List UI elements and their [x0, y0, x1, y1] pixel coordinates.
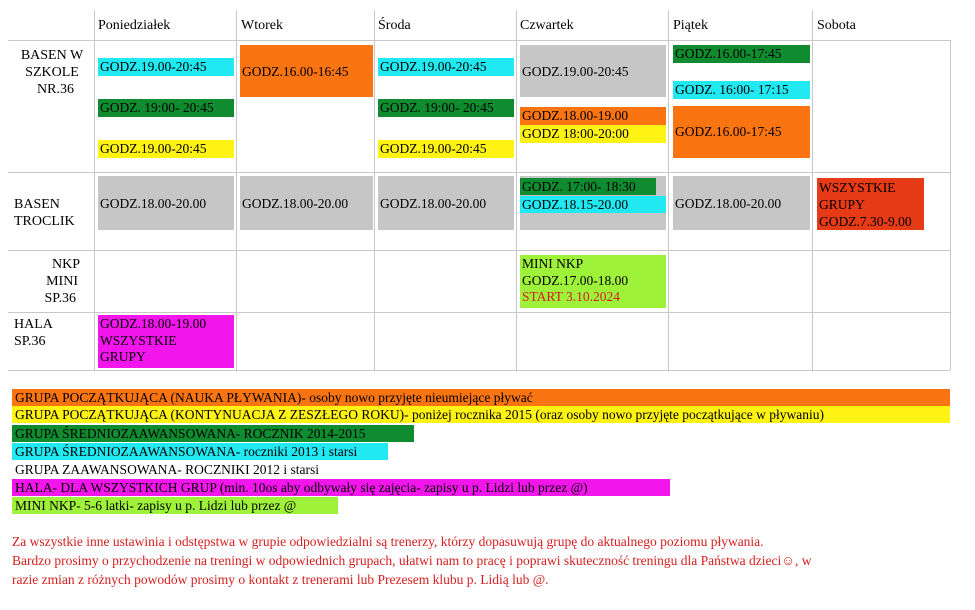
row-label-line: TROCLIK	[14, 214, 75, 229]
schedule-slot-label: GODZ.16.00-17:45	[675, 124, 782, 139]
schedule-slot-label: GODZ.18.00-20.00	[380, 196, 487, 211]
grid-line	[8, 370, 950, 371]
schedule-slot: GODZ.18.00-19.00	[520, 107, 666, 125]
legend-item: HALA- DLA WSZYSTKICH GRUP (min. 10os aby odbywały się zajęcia- zapisy u p. Lidzi lub przez @)	[12, 479, 670, 496]
day-header-thu: Czwartek	[520, 18, 574, 33]
schedule-slot	[240, 45, 373, 97]
grid-line	[8, 40, 950, 41]
schedule-slot: GODZ. 19:00- 20:45	[378, 99, 514, 117]
schedule-slot	[240, 176, 373, 230]
schedule-slot-label: GODZ.18.00-20.00	[242, 196, 349, 211]
grid-line	[668, 10, 669, 370]
note-line: razie zmian z różnych powodów prosimy o kontakt z trenerami lub Prezesem klubu p. Lidią lub @.	[12, 572, 549, 587]
note-line: Bardzo prosimy o przychodzenie na treningi w odpowiednich grupach, ułatwi nam to pracę i poprawi skuteczność treningu dla Państwa dzieci☺, w	[12, 553, 812, 568]
day-header-fri: Piątek	[673, 18, 708, 33]
schedule-slot-label: GODZ.16.00-16:45	[242, 64, 349, 79]
day-header-tue: Wtorek	[241, 18, 283, 33]
schedule-slot-label: START 3.10.2024	[522, 289, 620, 304]
schedule-slot-label: MINI NKP	[522, 256, 584, 271]
schedule-slot: GODZ 18:00-20:00	[520, 125, 666, 143]
legend-item: GRUPA ZAAWANSOWANA- ROCZNIKI 2012 i starsi	[15, 462, 320, 477]
schedule-slot-label: WSZYSTKIE	[819, 180, 896, 195]
schedule-slot-label: GRUPY	[100, 349, 146, 364]
schedule-slot-label: WSZYSTKIE	[100, 332, 177, 348]
legend-item: GRUPA ŚREDNIOZAAWANSOWANA- roczniki 2013 i starsi	[12, 443, 388, 460]
day-header-mon: Poniedziałek	[98, 18, 171, 33]
schedule-slot-label: GODZ.18.00-19.00	[100, 316, 207, 331]
schedule-slot	[673, 176, 810, 230]
schedule-slot: GODZ.18.15-20.00	[520, 196, 666, 213]
schedule-slot	[520, 45, 666, 97]
row-label-line: SZKOLE	[25, 65, 79, 80]
row-label-line: BASEN	[14, 197, 60, 212]
schedule-slot	[98, 176, 234, 230]
schedule-slot-label: GODZ.19.00-20:45	[522, 64, 629, 79]
row-label-basen-troclik	[14, 196, 75, 230]
schedule-slot	[520, 255, 666, 308]
schedule-slot: GODZ. 16:00- 17:15	[673, 81, 810, 99]
schedule-slot-label: GODZ.18.00-20.00	[100, 196, 207, 211]
schedule-slot: GODZ.19.00-20:45	[378, 58, 514, 76]
legend-item: GRUPA ŚREDNIOZAAWANSOWANA- ROCZNIK 2014-2015	[12, 425, 414, 442]
schedule-slot	[98, 315, 234, 368]
schedule-slot: GODZ.16.00-17:45	[673, 45, 810, 63]
row-label-line: NKP	[51, 257, 80, 272]
row-label-line: NR.36	[37, 82, 74, 97]
grid-line	[812, 10, 813, 370]
schedule-slot	[817, 178, 924, 230]
day-header-sat: Sobota	[817, 18, 856, 33]
row-label-basen-szkole	[14, 47, 90, 98]
legend-item: GRUPA POCZĄTKUJĄCA (KONTYNUACJA Z ZESZŁEGO ROKU)- poniżej rocznika 2015 (oraz osoby nowo przyjęte początkujące w pływaniu)	[12, 406, 950, 423]
grid-line	[8, 312, 950, 313]
row-label-line: SP.36	[44, 291, 76, 306]
footer-note	[12, 532, 962, 589]
legend-item: GRUPA POCZĄTKUJĄCA (NAUKA PŁYWANIA)- osoby nowo przyjęte nieumiejące pływać	[12, 389, 950, 406]
schedule-slot: GODZ.19.00-20:45	[378, 140, 514, 158]
schedule-slot	[378, 176, 514, 230]
row-label-line: SP.36	[14, 334, 46, 349]
schedule-slot: GODZ.19.00-20:45	[98, 58, 234, 76]
grid-line	[374, 10, 375, 370]
row-label-line: HALA	[14, 317, 53, 332]
schedule-slot-label: GODZ.18.00-20.00	[675, 196, 782, 211]
schedule-slot	[673, 106, 810, 158]
grid-line	[950, 40, 951, 370]
grid-line	[8, 250, 950, 251]
grid-line	[8, 172, 950, 173]
row-label-line: MINI	[46, 274, 78, 289]
grid-line	[236, 10, 237, 370]
legend-item: MINI NKP- 5-6 latki- zapisy u p. Lidzi lub przez @	[12, 497, 338, 514]
grid-line	[94, 10, 95, 370]
schedule-slot-label: GRUPY	[819, 197, 865, 212]
schedule-slot-label: GODZ.17.00-18.00	[522, 272, 629, 288]
row-label-nkp-mini	[14, 256, 80, 307]
grid-line	[516, 10, 517, 370]
note-line: Za wszystkie inne ustawinia i odstępstwa w grupie odpowiedzialni są trenerzy, którzy dopasuwują grupę do aktualnego poziomu pływania.	[12, 534, 764, 549]
schedule-slot: GODZ. 17:00- 18:30	[520, 178, 656, 195]
schedule-slot-label: GODZ.7.30-9.00	[819, 214, 912, 229]
day-header-wed: Środa	[378, 18, 411, 33]
row-label-hala	[14, 316, 53, 350]
schedule-slot: GODZ.19.00-20:45	[98, 140, 234, 158]
row-label-line: BASEN W	[20, 48, 84, 63]
schedule-slot: GODZ. 19:00- 20:45	[98, 99, 234, 117]
